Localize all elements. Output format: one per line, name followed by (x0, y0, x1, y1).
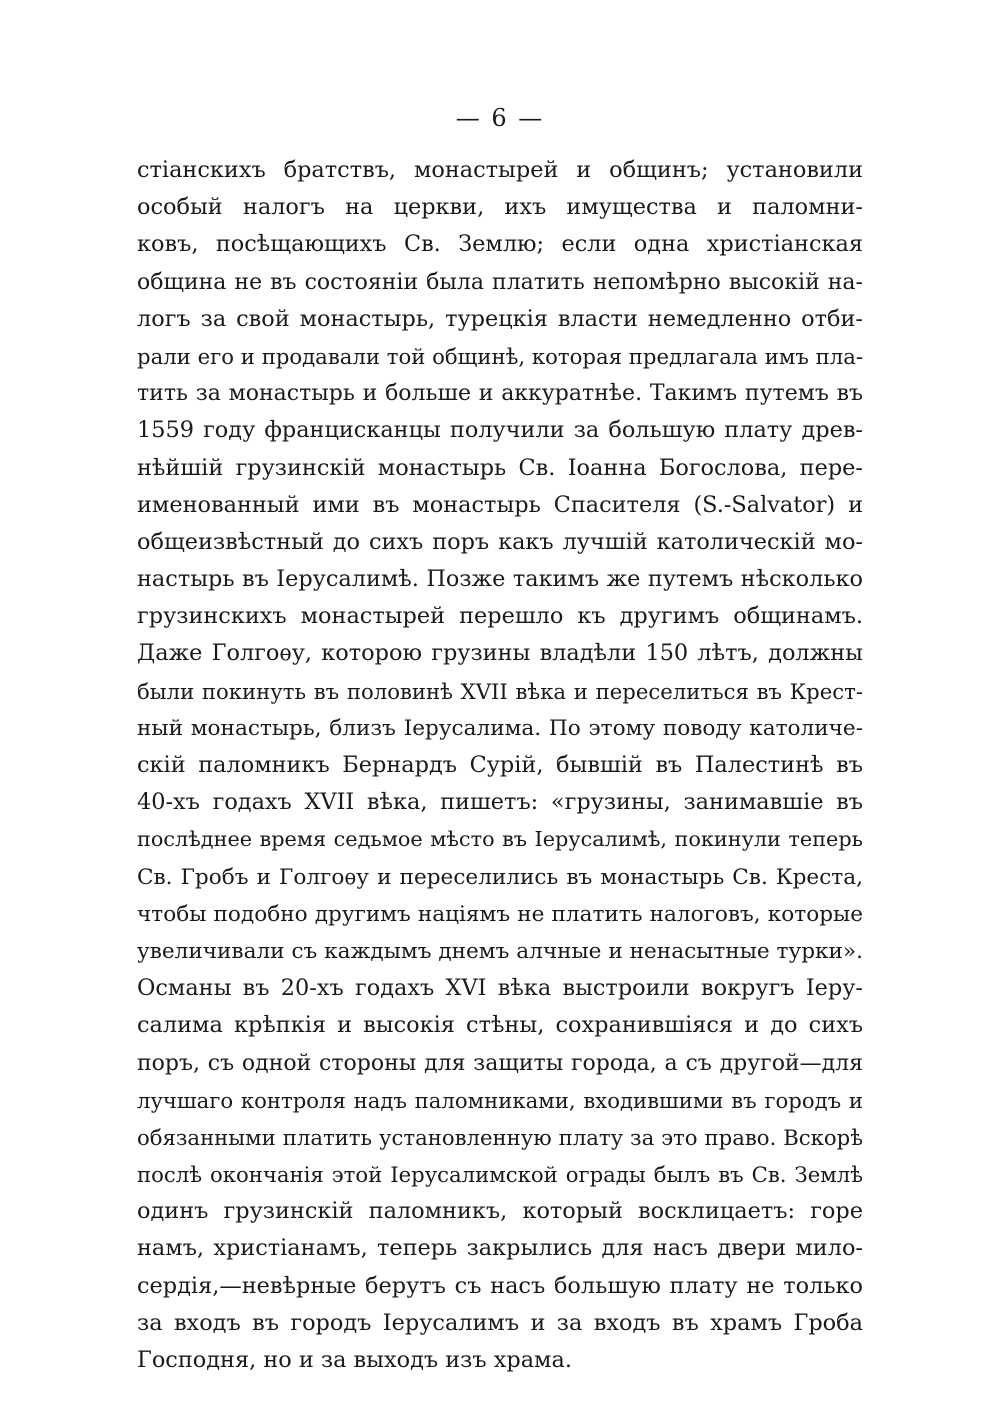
text-line: Османы въ 20-хъ годахъ XVI вѣка выстроили вокругъ Іеру- (137, 975, 863, 1002)
text-line: послѣднее время седьмое мѣсто въ Іерусалимѣ, покинули теперь (137, 827, 863, 852)
text-line: общеизвѣстный до сихъ поръ какъ лучшій католическій мо- (137, 528, 863, 555)
text-line: тить за монастырь и больше и аккуратнѣе. Такимъ путемъ въ (137, 381, 863, 407)
text-line: лучшаго контроля надъ паломниками, входившими въ городъ и (137, 1087, 863, 1113)
text-line: стіанскихъ братствъ, монастырей и общинъ; установили (137, 157, 863, 183)
text-line: были покинуть въ половинѣ XVII вѣка и переселиться въ Крест- (137, 678, 863, 704)
text-line: община не въ состояніи была платить непомѣрно высокій на- (137, 269, 863, 295)
text-line: намъ, христіанамъ, теперь закрылись для насъ двери мило- (137, 1235, 863, 1262)
text-line: грузинскихъ монастырей перешло къ другимъ общинамъ. (137, 603, 863, 630)
text-line: одинъ грузинскій паломникъ, который восклицаетъ: горе (137, 1198, 863, 1225)
page-number: — 6 — (455, 104, 545, 132)
text-line: 40-хъ годахъ XVII вѣка, пишетъ: «грузины, занимавшіе въ (137, 789, 863, 816)
text-line: сердія,—невѣрные берутъ съ насъ большую плату не только (137, 1272, 863, 1299)
text-line: ковъ, посѣщающихъ Св. Землю; если одна христіанская (137, 231, 863, 258)
text-line: обязанными платить установленную плату за это право. Вскорѣ (137, 1124, 863, 1150)
body-text (137, 152, 863, 1379)
text-line: особый налогъ на церкви, ихъ имущества и паломни- (137, 194, 863, 221)
text-line: нѣйшій грузинскій монастырь Св. Іоанна Богослова, пере- (137, 454, 863, 481)
text-line: Св. Гробъ и Голгоѳу и переселились въ монастырь Св. Креста, (137, 864, 863, 890)
text-line: 1559 году францисканцы получили за большую плату древ- (137, 417, 863, 444)
text-line: послѣ окончанія этой Іерусалимской ограды былъ въ Св. Землѣ (137, 1162, 863, 1188)
text-line: Даже Голгоѳу, которою грузины владѣли 150 лѣтъ, должны (137, 640, 863, 667)
text-line: логъ за свой монастырь, турецкія власти немедленно отби- (137, 305, 863, 332)
text-line: чтобы подобно другимъ націямъ не платить налоговъ, которые (137, 901, 863, 927)
text-line: именованный ими въ монастырь Спасителя (S.-Salvator) и (137, 491, 863, 518)
text-line: поръ, съ одной стороны для защиты города, а съ другой—для (137, 1050, 863, 1076)
text-line-last: Господня, но и за выходъ изъ храма. (137, 1347, 572, 1373)
text-line: скій паломникъ Бернардъ Сурій, бывшій въ Палестинѣ въ (137, 752, 863, 778)
text-line: салима крѣпкія и высокія стѣны, сохранившіяся и до сихъ (137, 1012, 863, 1039)
text-line: ный монастырь, близъ Іерусалима. По этому поводу католиче- (137, 715, 863, 741)
text-line: рали его и продавали той общинѣ, которая предлагала имъ пла- (137, 343, 863, 369)
text-line: увеличивали съ каждымъ днемъ алчные и ненасытные турки». (137, 938, 863, 964)
text-line: за входъ въ городъ Іерусалимъ и за входъ въ храмъ Гроба (137, 1309, 863, 1336)
text-line: настырь въ Іерусалимѣ. Позже такимъ же путемъ нѣсколько (137, 566, 863, 593)
